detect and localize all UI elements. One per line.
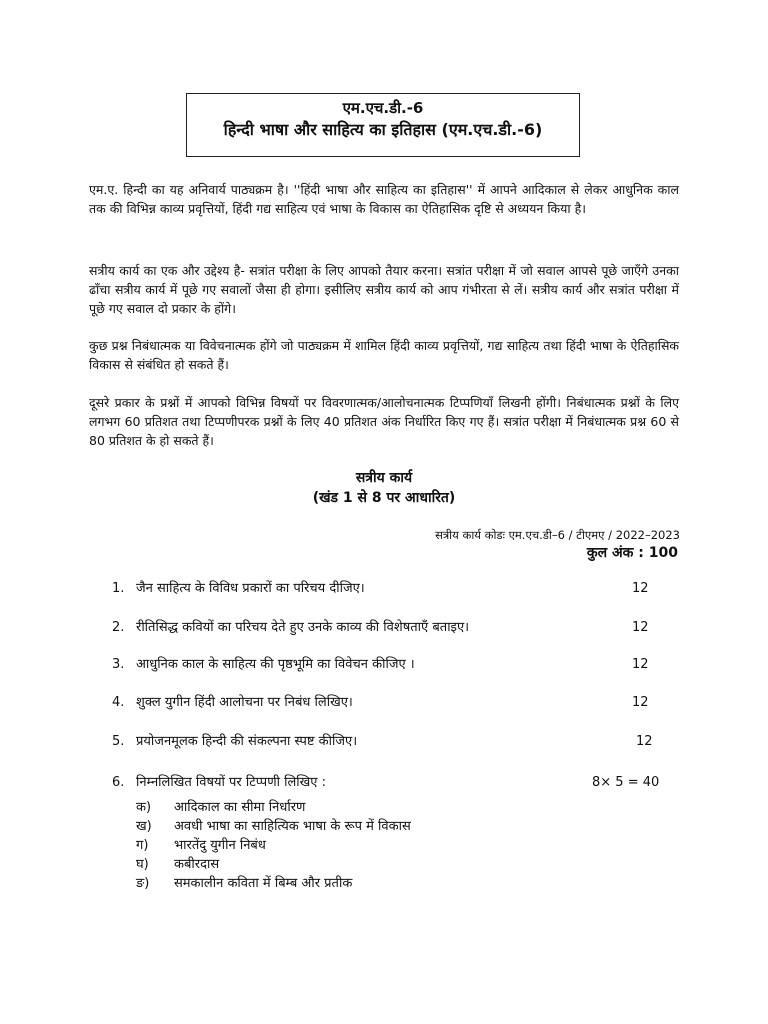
question-text: रीतिसिद्ध कवियों का परिचय देते हुए उनके काव्य की विशेषताएँ बताइए।: [136, 620, 470, 635]
subitem-text: आदिकाल का सीमा निर्धारण: [174, 800, 306, 815]
question-marks: 8× 5 = 40: [592, 775, 660, 790]
subitem-gha: [136, 855, 219, 874]
subitem-kha: [136, 817, 411, 836]
subitem-label: ङ): [136, 876, 150, 891]
subitem-text: समकालीन कविता में बिम्ब और प्रतीक: [174, 876, 353, 891]
subitem-label: ग): [136, 838, 149, 853]
question-number: 1.: [112, 581, 125, 596]
intro-paragraph-3: कुछ प्रश्न निबंधात्मक या विवेचनात्मक होंगे जो पाठ्यक्रम में शामिल हिंदी काव्य प्रवृत्तियों, गद्य साहित्य तथा हिंदी भाषा के ऐतिहासिक विकास से संबंधित हो सकते हैं।: [89, 338, 679, 372]
intro-paragraph-4: दूसरे प्रकार के प्रश्नों में आपको विभिन्न विषयों पर विवरणात्मक/आलोचनात्मक टिप्पणियाँ लिखनी होंगी। निबंधात्मक प्रश्नों के लिए लगभग 60 प्रतिशत तथा टिप्पणीपरक प्रश्नों के लिए 40 प्रतिशत अंक निर्धारित किए गए हैं। सत्रांत परीक्षा में निबंधात्मक प्रश्न 60 से 80 प्रतिशत के हो सकते हैं।: [89, 395, 679, 448]
assignment-subheading: (खंड 1 से 8 पर आधारित): [312, 490, 456, 506]
intro-paragraph-1: एम.ए. हिन्दी का यह अनिवार्य पाठ्यक्रम है। ''हिंदी भाषा और साहित्य का इतिहास'' में आपने आदिकाल से लेकर आधुनिक काल तक की विभिन्न काव्य प्रवृत्तियों, हिंदी गद्य साहित्य एवं भाषा के विकास का ऐतिहासिक दृष्टि से अध्ययन किया है।: [89, 182, 679, 216]
assignment-heading: सत्रीय कार्य: [355, 470, 413, 486]
question-number: 4.: [112, 695, 125, 710]
subitem-text: भारतेंदु युगीन निबंध: [174, 838, 266, 853]
question-number: 2.: [112, 620, 125, 635]
subitem-label: ख): [136, 819, 152, 834]
intro-paragraph-2: सत्रीय कार्य का एक और उद्देश्य है- सत्रांत परीक्षा के लिए आपको तैयार करना। सत्रांत परीक्षा में जो सवाल आपसे पूछे जाएँगे उनका ढाँचा सत्रीय कार्य में पूछे गए सवालों जैसा ही होगा। इसीलिए सत्रीय कार्य को आप गंभीरता से लें। सत्रीय कार्य और सत्रांत परीक्षा में पूछे गए सवाल दो प्रकार के होंगे।: [89, 263, 679, 316]
question-text: निम्नलिखित विषयों पर टिप्पणी लिखिए :: [136, 775, 326, 790]
question-text: जैन साहित्य के विविध प्रकारों का परिचय दीजिए।: [136, 581, 365, 596]
question-number: 5.: [112, 734, 125, 749]
question-marks: 12: [632, 695, 649, 710]
assignment-code: सत्रीय कार्य कोडः एम.एच.डी–6 / टीएमए / 2022–2023: [435, 528, 680, 542]
course-title: हिन्दी भाषा और साहित्य का इतिहास (एम.एच.डी.-6): [223, 120, 543, 139]
question-marks: 12: [632, 620, 649, 635]
total-marks: कुल अंक : 100: [586, 545, 678, 561]
question-text: शुक्ल युगीन हिंदी आलोचना पर निबंध लिखिए।: [136, 695, 353, 710]
question-marks: 12: [636, 734, 653, 749]
question-text: आधुनिक काल के साहित्य की पृष्ठभूमि का विवेचन कीजिए ।: [136, 657, 415, 672]
subitem-label: घ): [136, 857, 149, 872]
subitem-nga: [136, 874, 352, 893]
subitem-label: क): [136, 800, 152, 815]
question-number: 6.: [112, 775, 125, 790]
subitem-ka: [136, 798, 305, 817]
subitem-text: कबीरदास: [174, 857, 220, 872]
subitem-ga: [136, 836, 266, 855]
subitem-text: अवधी भाषा का साहित्यिक भाषा के रूप में विकास: [174, 819, 411, 834]
question-text: प्रयोजनमूलक हिन्दी की संकल्पना स्पष्ट कीजिए।: [136, 734, 358, 749]
title-box: [186, 93, 580, 157]
question-number: 3.: [112, 657, 125, 672]
question-marks: 12: [632, 657, 649, 672]
question-marks: 12: [632, 581, 649, 596]
course-code: एम.एच.डी.-6: [342, 99, 424, 117]
